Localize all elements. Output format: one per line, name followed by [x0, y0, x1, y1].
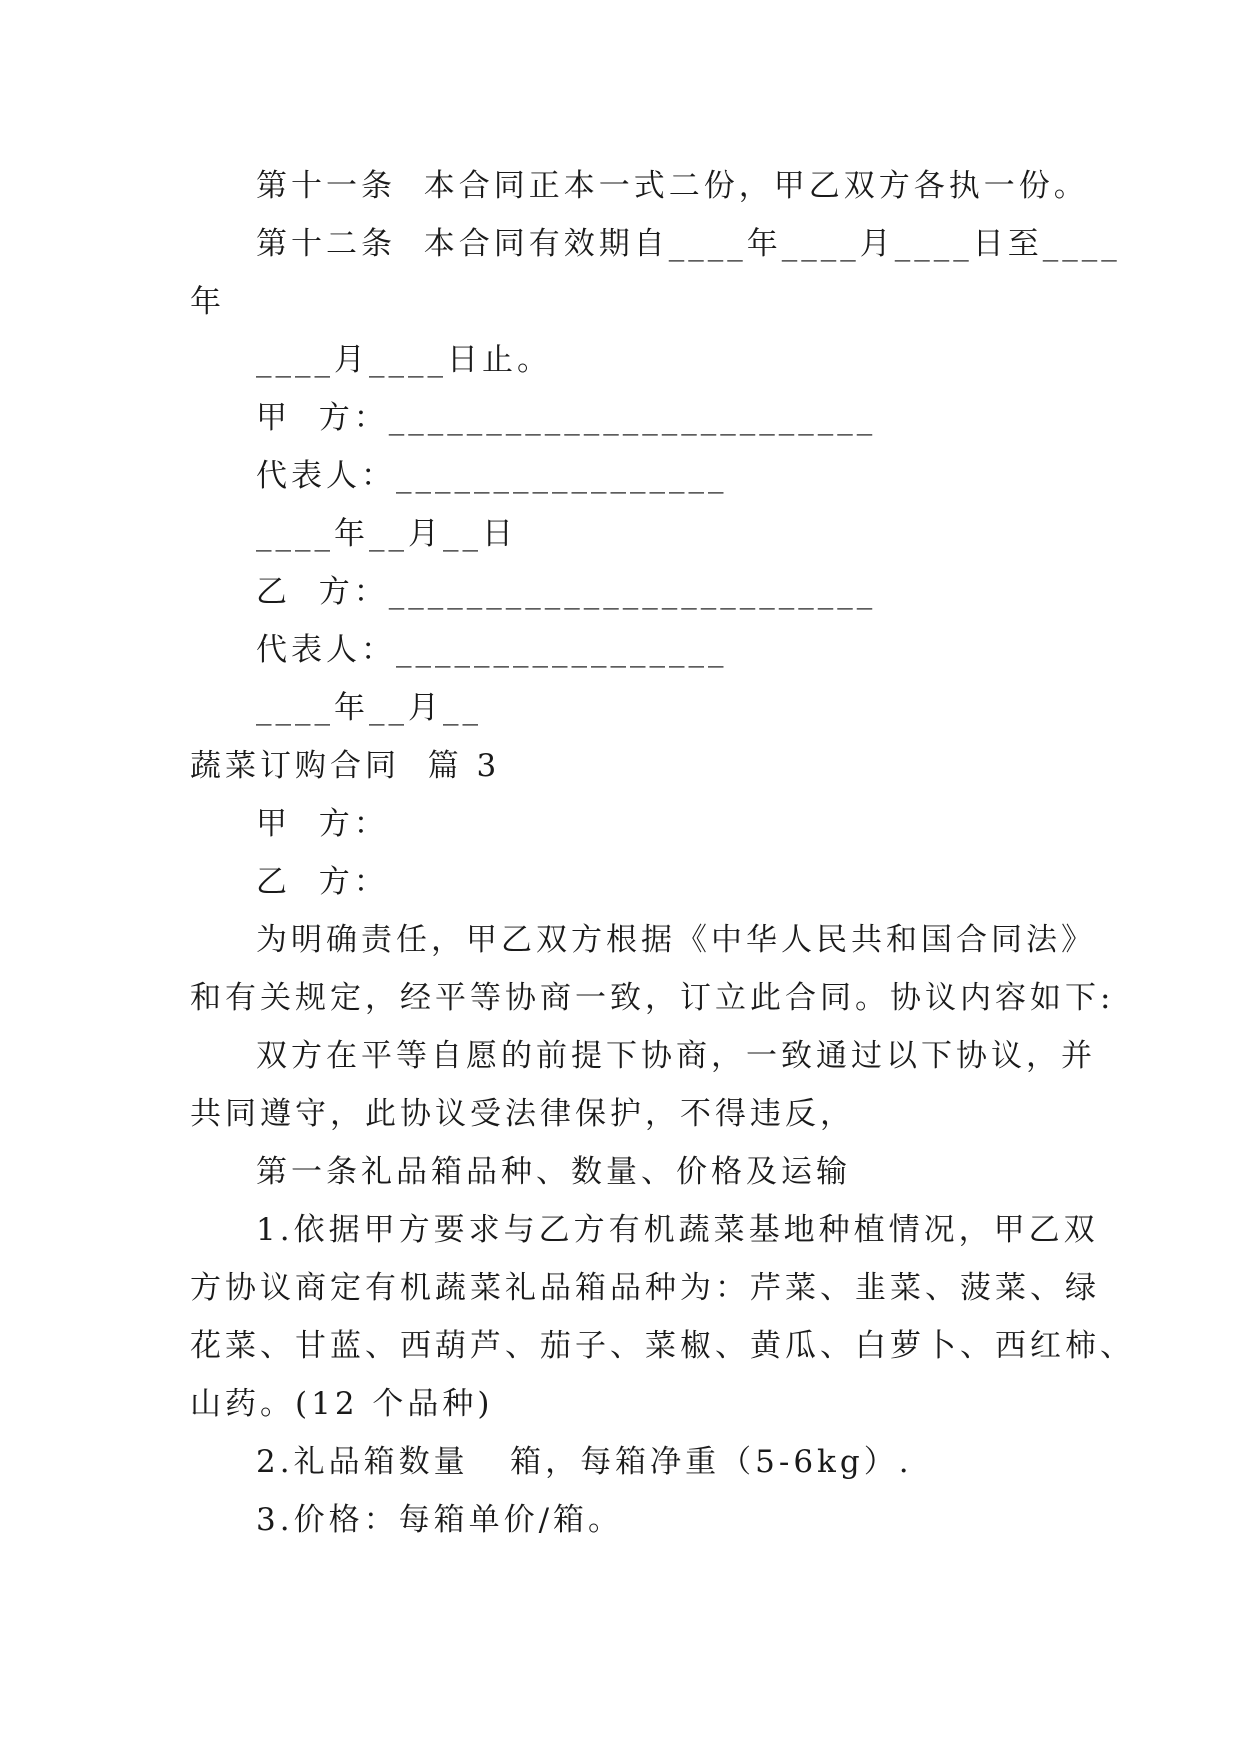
party-b-date: ____年__月__ [256, 690, 482, 726]
item-1-line-3: 花菜、甘蓝、西葫芦、茄子、菜椒、黄瓜、白萝卜、西红柿、 [190, 1328, 1135, 1364]
party-a-label: 甲 方： [256, 806, 389, 842]
section-title: 蔬菜订购合同 篇 3 [190, 748, 501, 784]
clause-12: 第十二条 本合同有效期自____年____月____日至____ [256, 226, 1121, 262]
item-2: 2.礼品箱数量 箱，每箱净重（5-6kg）. [256, 1444, 913, 1480]
party-b-representative: 代表人：_________________ [256, 632, 728, 668]
preamble-line-1: 为明确责任，甲乙双方根据《中华人民共和国合同法》 [256, 922, 1096, 958]
party-a-representative: 代表人：_________________ [256, 458, 728, 494]
agreement-line-2: 共同遵守，此协议受法律保护，不得违反， [190, 1096, 855, 1132]
item-1-line-4: 山药。(12 个品种) [190, 1386, 494, 1422]
preamble-line-2: 和有关规定，经平等协商一致，订立此合同。协议内容如下: [190, 980, 1115, 1016]
item-1-line-2: 方协议商定有机蔬菜礼品箱品种为：芹菜、韭菜、菠菜、绿 [190, 1270, 1100, 1306]
clause-11: 第十一条 本合同正本一式二份，甲乙双方各执一份。 [256, 168, 1089, 204]
party-a-date: ____年__月__日 [256, 516, 517, 552]
party-a-line: 甲 方：_________________________ [256, 400, 877, 436]
party-b-label: 乙 方： [256, 864, 389, 900]
clause-12-cont: 年 [190, 284, 225, 320]
article-1-heading: 第一条礼品箱品种、数量、价格及运输 [256, 1154, 851, 1190]
item-1-line-1: 1.依据甲方要求与乙方有机蔬菜基地种植情况，甲乙双 [256, 1212, 1099, 1248]
item-3: 3.价格：每箱单价/箱。 [256, 1502, 624, 1538]
party-b-line: 乙 方：_________________________ [256, 574, 877, 610]
agreement-line-1: 双方在平等自愿的前提下协商，一致通过以下协议，并 [256, 1038, 1096, 1074]
clause-12-end: ____月____日止。 [256, 342, 552, 378]
